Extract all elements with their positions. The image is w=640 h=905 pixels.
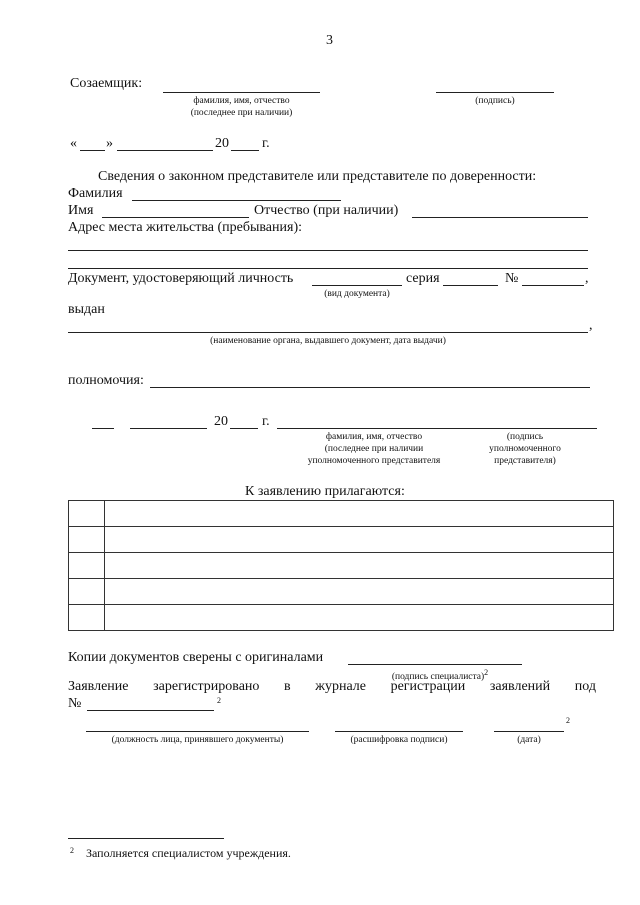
date-month-line[interactable] bbox=[117, 150, 213, 151]
row-text-cell[interactable] bbox=[105, 527, 614, 553]
page-number: 3 bbox=[326, 33, 333, 48]
id-document-type-field[interactable] bbox=[312, 285, 402, 286]
representative-heading: Сведения о законном представителе или представителе по доверенности: bbox=[98, 169, 537, 184]
position-line[interactable] bbox=[86, 731, 309, 732]
patronymic-field[interactable] bbox=[412, 217, 588, 218]
date-line[interactable] bbox=[494, 731, 564, 732]
address-line-1[interactable] bbox=[68, 250, 588, 251]
copies-verified-text: Копии документов сверены с оригиналами bbox=[68, 650, 324, 665]
date-open-quote: « bbox=[70, 136, 77, 151]
decode-caption: (расшифровка подписи) bbox=[350, 735, 448, 745]
attachments-heading: К заявлению прилагаются: bbox=[245, 484, 405, 499]
co-borrower-label: Созаемщик: bbox=[70, 76, 143, 91]
rep-name-caption: фамилия, имя, отчество (последнее при наличии уполномоченного представителя bbox=[307, 432, 441, 466]
issuer-comma: , bbox=[589, 318, 593, 333]
issued-label: выдан bbox=[68, 302, 105, 317]
row-text-cell[interactable] bbox=[105, 553, 614, 579]
patronymic-label: Отчество (при наличии) bbox=[254, 203, 399, 218]
address-label: Адрес места жительства (пребывания): bbox=[68, 220, 303, 235]
table-row bbox=[69, 605, 614, 631]
row-number-cell[interactable] bbox=[69, 501, 105, 527]
date-year-suffix: г. bbox=[262, 136, 270, 151]
id-document-label: Документ, удостоверяющий личность bbox=[68, 271, 294, 286]
date-caption: (дата) bbox=[517, 735, 541, 745]
address-line-2[interactable] bbox=[68, 268, 588, 269]
comma: , bbox=[585, 271, 589, 286]
co-borrower-signature-line[interactable] bbox=[436, 92, 554, 93]
row-text-cell[interactable] bbox=[105, 605, 614, 631]
attachments-table bbox=[68, 500, 614, 631]
table-row bbox=[69, 553, 614, 579]
name-label: Имя bbox=[68, 203, 94, 218]
rep-signature-line[interactable] bbox=[277, 428, 597, 429]
rep-year-prefix: 20 bbox=[214, 414, 228, 429]
series-field[interactable] bbox=[443, 285, 498, 286]
issuer-caption: (наименование органа, выдавшего документ, дата выдачи) bbox=[210, 336, 446, 346]
rep-year-suffix: г. bbox=[262, 414, 270, 429]
date-year-line[interactable] bbox=[231, 150, 259, 151]
name-field[interactable] bbox=[102, 217, 249, 218]
co-borrower-signature-caption: (подпись) bbox=[475, 96, 515, 106]
decode-line[interactable] bbox=[335, 731, 463, 732]
row-number-cell[interactable] bbox=[69, 605, 105, 631]
issuer-field[interactable] bbox=[68, 332, 588, 333]
table-row bbox=[69, 579, 614, 605]
rep-date-month-line[interactable] bbox=[130, 428, 207, 429]
journal-number-label: № bbox=[68, 696, 82, 711]
footnote-text: Заполняется специалистом учреждения. bbox=[86, 846, 291, 860]
number-label: № bbox=[505, 271, 519, 286]
journal-footnote-ref: 2 bbox=[217, 696, 221, 705]
rep-signature-caption: (подпись уполномоченного представителя) bbox=[489, 432, 561, 466]
surname-label: Фамилия bbox=[68, 186, 123, 201]
series-label: серия bbox=[406, 271, 440, 286]
rep-year-line[interactable] bbox=[230, 428, 258, 429]
date-year-prefix: 20 bbox=[215, 136, 229, 151]
specialist-caption: (подпись специалиста)$^2$ bbox=[391, 668, 489, 683]
doc-type-caption: (вид документа) bbox=[324, 289, 390, 299]
journal-number-field[interactable] bbox=[87, 710, 214, 711]
registered-text: Заявление зарегистрировано в журнале регистрации заявлений под bbox=[68, 679, 596, 694]
specialist-signature-line[interactable] bbox=[348, 664, 522, 665]
date-footnote-ref: 2 bbox=[566, 716, 570, 725]
rep-date-day-line[interactable] bbox=[92, 428, 114, 429]
table-row bbox=[69, 527, 614, 553]
row-text-cell[interactable] bbox=[105, 579, 614, 605]
co-borrower-name-line[interactable] bbox=[163, 92, 320, 93]
authority-field[interactable] bbox=[150, 387, 590, 388]
date-day-line[interactable] bbox=[80, 150, 105, 151]
authority-label: полномочия: bbox=[68, 373, 144, 388]
co-borrower-name-caption: фамилия, имя, отчество (последнее при наличии) bbox=[190, 96, 293, 118]
number-field[interactable] bbox=[522, 285, 584, 286]
footnote-separator bbox=[68, 838, 224, 839]
row-number-cell[interactable] bbox=[69, 553, 105, 579]
position-caption: (должность лица, принявшего документы) bbox=[111, 735, 284, 745]
row-text-cell[interactable] bbox=[105, 501, 614, 527]
surname-field[interactable] bbox=[132, 200, 341, 201]
row-number-cell[interactable] bbox=[69, 579, 105, 605]
date-close-quote: » bbox=[106, 136, 113, 151]
table-row bbox=[69, 501, 614, 527]
row-number-cell[interactable] bbox=[69, 527, 105, 553]
footnote-marker: 2 bbox=[70, 846, 74, 855]
